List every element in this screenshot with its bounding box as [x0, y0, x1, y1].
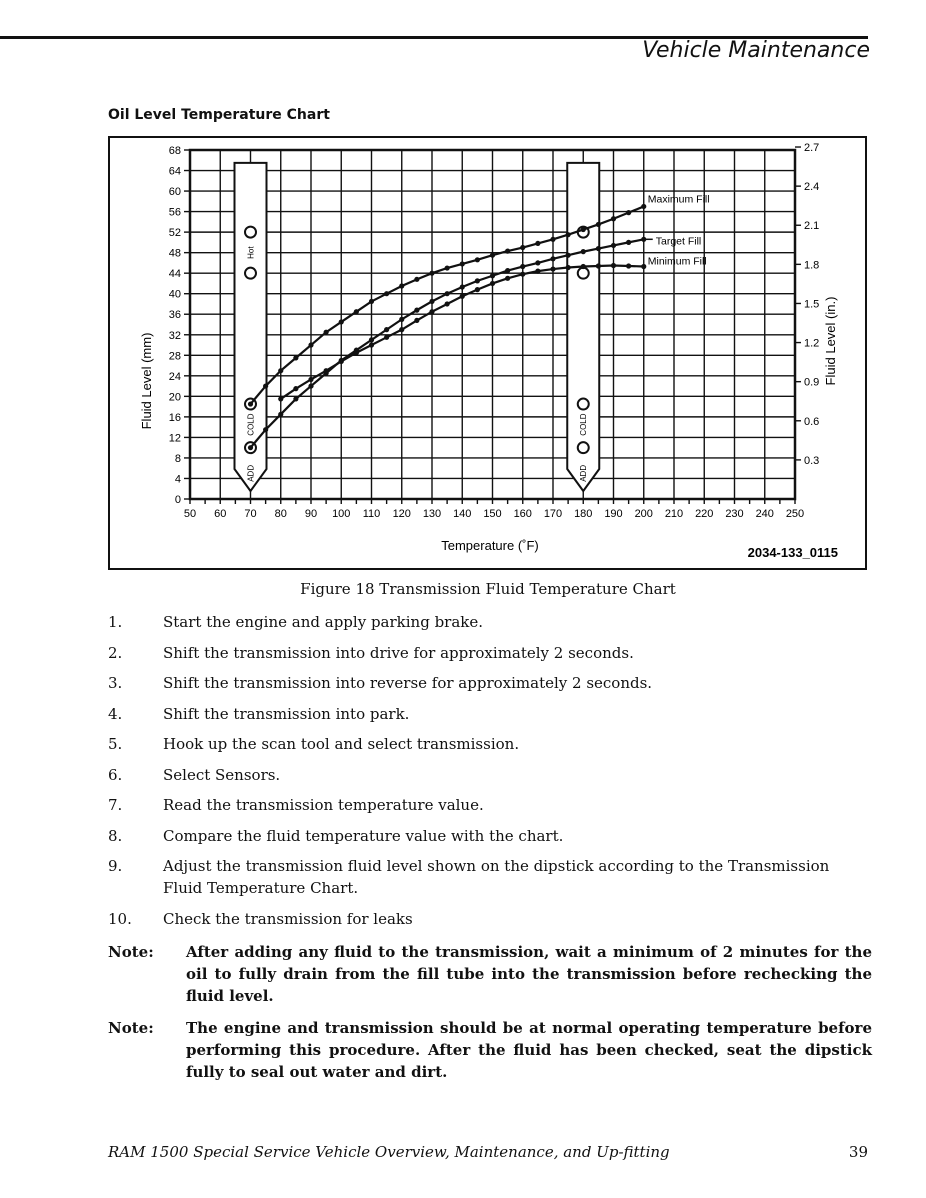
y2-tick-label: 2.7 — [804, 142, 820, 155]
series-point — [369, 342, 374, 347]
series-point — [505, 276, 510, 281]
step-item — [108, 611, 868, 633]
note-block — [108, 941, 872, 1007]
figure-id: 2034-133_0115 — [747, 545, 838, 560]
step-number: 2. — [108, 643, 123, 662]
x-tick-label: 110 — [362, 508, 381, 520]
y-tick-label: 0 — [174, 494, 181, 506]
series-point — [324, 368, 329, 373]
y2-tick-label: 2.4 — [804, 181, 820, 194]
step-text: Select Sensors. — [163, 765, 281, 784]
y-tick-label: 56 — [168, 206, 181, 219]
series-point — [308, 342, 313, 347]
series-point — [414, 308, 419, 313]
series-point — [445, 265, 450, 270]
dipstick-hot-label: Hot — [246, 246, 256, 259]
series-point — [384, 335, 389, 340]
series-point — [429, 299, 434, 304]
series-point — [248, 445, 253, 450]
y-tick-label: 52 — [168, 227, 181, 240]
series-point — [490, 273, 495, 278]
series-point — [293, 386, 298, 391]
step-number: 9. — [108, 857, 123, 875]
x-tick-label: 190 — [604, 508, 623, 520]
series-point — [278, 412, 283, 417]
series-point — [596, 222, 601, 227]
chart-heading: Oil Level Temperature Chart — [108, 107, 330, 123]
x-tick-label: 220 — [695, 508, 714, 520]
series-point — [308, 377, 313, 382]
series-point — [278, 368, 283, 373]
series-point — [460, 261, 465, 266]
x-tick-label: 140 — [453, 508, 472, 520]
x-tick-label: 50 — [183, 508, 197, 520]
series-point — [429, 309, 434, 314]
series-point — [626, 210, 631, 215]
x-tick-label: 240 — [755, 508, 774, 520]
series-point — [611, 243, 616, 248]
dipstick-ring-mark — [245, 268, 256, 279]
y-tick-label: 68 — [168, 145, 181, 157]
dipstick-cold-label: COLD — [246, 413, 256, 436]
series-point — [414, 277, 419, 282]
x-tick-label: 230 — [725, 508, 744, 520]
step-text: Shift the transmission into drive for approximately 2 seconds. — [163, 643, 634, 662]
step-number: 6. — [108, 765, 123, 784]
step-text: Compare the fluid temperature value with the chart. — [163, 826, 564, 845]
step-number: 1. — [108, 613, 123, 631]
x-tick-label: 170 — [543, 508, 563, 520]
step-number: 8. — [108, 826, 123, 845]
series-point — [460, 294, 465, 299]
note-label: Note: — [108, 1019, 154, 1037]
step-number: 10. — [108, 909, 132, 928]
step-item — [108, 642, 868, 664]
section-title: Vehicle Maintenance — [642, 38, 870, 63]
dipstick-cold-label: COLD — [579, 413, 589, 436]
series-point — [263, 427, 268, 432]
x-tick-label: 70 — [244, 508, 257, 520]
dipstick-add-label: ADD — [246, 464, 256, 482]
series-point — [384, 291, 389, 296]
x-tick-label: 90 — [304, 508, 318, 520]
page-number: 39 — [848, 1143, 868, 1161]
series-point — [581, 264, 586, 269]
x-tick-label: 200 — [634, 508, 653, 520]
footer-doc-title: RAM 1500 Special Service Vehicle Overview, Maintenance, and Up-fitting — [108, 1143, 670, 1161]
series-point — [596, 246, 601, 251]
series-point — [550, 256, 555, 261]
step-item — [108, 764, 868, 786]
series-point — [293, 355, 298, 360]
procedure-steps — [108, 611, 868, 938]
series-point — [566, 232, 571, 237]
series-point — [354, 350, 359, 355]
series-point — [596, 263, 601, 268]
y-tick-label: 48 — [168, 247, 181, 260]
series-point — [520, 264, 525, 269]
x-tick-label: 210 — [664, 508, 684, 520]
note-text: The engine and transmission should be at normal operating temperature before performing this procedure. After the fluid has been checked, seat the dipstick fully to seal out water and dirt. — [186, 1019, 872, 1081]
series-point — [324, 330, 329, 335]
fluid-temperature-chart — [108, 136, 867, 570]
series-point — [535, 269, 540, 274]
y-tick-label: 60 — [168, 186, 181, 199]
series-point — [399, 327, 404, 332]
series-point — [339, 359, 344, 364]
y2-tick-label: 2.1 — [804, 220, 820, 233]
x-tick-label: 160 — [513, 508, 532, 520]
series-point — [339, 319, 344, 324]
y-tick-label: 28 — [168, 350, 181, 363]
step-number: 3. — [108, 674, 123, 692]
series-point — [611, 263, 616, 268]
step-text: Shift the transmission into reverse for approximately 2 seconds. — [163, 674, 653, 692]
y-tick-label: 24 — [168, 370, 181, 383]
series-point — [445, 291, 450, 296]
y-tick-label: 32 — [168, 329, 181, 342]
series-point — [641, 204, 646, 209]
y2-tick-label: 0.6 — [804, 415, 820, 428]
series-point — [429, 271, 434, 276]
dipstick-ring-mark — [578, 399, 589, 410]
y-tick-label: 20 — [168, 391, 181, 404]
series-point — [505, 249, 510, 254]
series-point — [475, 287, 480, 292]
y2-axis-label: Fluid Level (in.) — [823, 296, 838, 386]
series-point — [293, 396, 298, 401]
x-tick-label: 180 — [574, 508, 593, 520]
series-point — [384, 327, 389, 332]
series-point — [581, 249, 586, 254]
x-tick-label: 120 — [392, 508, 411, 520]
y-axis-label: Fluid Level (mm) — [139, 332, 154, 430]
series-point — [248, 401, 253, 406]
series-point — [354, 309, 359, 314]
x-tick-label: 130 — [422, 508, 442, 520]
series-point — [626, 240, 631, 245]
x-tick-label: 150 — [483, 508, 502, 520]
series-point — [550, 237, 555, 242]
y2-tick-label: 0.3 — [804, 454, 820, 467]
series-point — [550, 266, 555, 271]
figure-caption: Figure 18 Transmission Fluid Temperature Chart — [300, 580, 676, 598]
y-tick-label: 64 — [168, 165, 181, 178]
step-text: Check the transmission for leaks — [163, 909, 413, 928]
y-tick-label: 8 — [174, 452, 181, 465]
dipstick-ring-mark — [245, 227, 256, 238]
step-number: 5. — [108, 735, 123, 753]
step-text: Shift the transmission into park. — [163, 704, 410, 723]
series-point — [414, 318, 419, 323]
y2-tick-label: 0.9 — [804, 376, 820, 389]
y-tick-label: 4 — [174, 473, 181, 486]
series-point — [641, 264, 646, 269]
step-item — [108, 672, 868, 694]
series-point — [399, 283, 404, 288]
series-point — [611, 216, 616, 221]
series-point — [581, 227, 586, 232]
series-point — [369, 299, 374, 304]
step-item — [108, 825, 868, 847]
y2-tick-label: 1.2 — [804, 337, 820, 350]
y-tick-label: 12 — [168, 432, 181, 445]
y-tick-label: 16 — [168, 411, 181, 424]
step-item — [108, 794, 868, 816]
step-item — [108, 733, 868, 755]
series-point — [278, 396, 283, 401]
x-axis-label: Temperature (˚F) — [441, 538, 539, 553]
series-label: Target Fill — [655, 235, 702, 248]
step-number: 4. — [108, 704, 123, 723]
dipstick-add-label: ADD — [579, 464, 589, 482]
series-point — [566, 253, 571, 258]
series-point — [263, 383, 268, 388]
series-point — [308, 383, 313, 388]
series-point — [505, 268, 510, 273]
y2-tick-label: 1.8 — [804, 259, 820, 272]
dipstick-ring-mark — [578, 442, 589, 453]
step-text: Read the transmission temperature value. — [163, 796, 484, 814]
y2-tick-label: 1.5 — [804, 298, 820, 311]
series-point — [490, 253, 495, 258]
series-label: Minimum Fill — [647, 255, 707, 268]
step-text: Hook up the scan tool and select transmission. — [163, 735, 520, 753]
step-text: Adjust the transmission fluid level shown on the dipstick according to the Transmission Fluid Temperature Chart. — [163, 857, 830, 897]
series-point — [490, 281, 495, 286]
x-tick-label: 100 — [332, 508, 351, 520]
y-tick-label: 44 — [168, 268, 181, 281]
series-point — [475, 278, 480, 283]
step-item — [108, 703, 868, 725]
series-point — [445, 301, 450, 306]
x-tick-label: 250 — [785, 508, 805, 520]
series-point — [535, 241, 540, 246]
step-item — [108, 855, 868, 899]
notes-section — [108, 941, 872, 1093]
series-point — [369, 337, 374, 342]
dipstick-ring-mark — [578, 268, 589, 279]
series-point — [475, 257, 480, 262]
series-point — [520, 245, 525, 250]
series-point — [626, 263, 631, 268]
step-number: 7. — [108, 796, 123, 814]
step-text: Start the engine and apply parking brake. — [163, 613, 484, 631]
series-point — [399, 317, 404, 322]
series-point — [460, 284, 465, 289]
step-item — [108, 908, 868, 930]
series-label: Maximum Fill — [647, 193, 710, 206]
series-point — [520, 272, 525, 277]
note-block — [108, 1017, 872, 1083]
y-tick-label: 40 — [168, 288, 181, 301]
x-tick-label: 80 — [274, 508, 287, 520]
y-tick-label: 36 — [168, 309, 181, 322]
x-tick-label: 60 — [214, 508, 227, 520]
series-point — [566, 265, 571, 270]
series-point — [535, 260, 540, 265]
note-text: After adding any fluid to the transmission, wait a minimum of 2 minutes for the oil to fully drain from the fill tube into the transmission before rechecking the fluid level. — [186, 943, 872, 1005]
note-label: Note: — [108, 943, 154, 961]
